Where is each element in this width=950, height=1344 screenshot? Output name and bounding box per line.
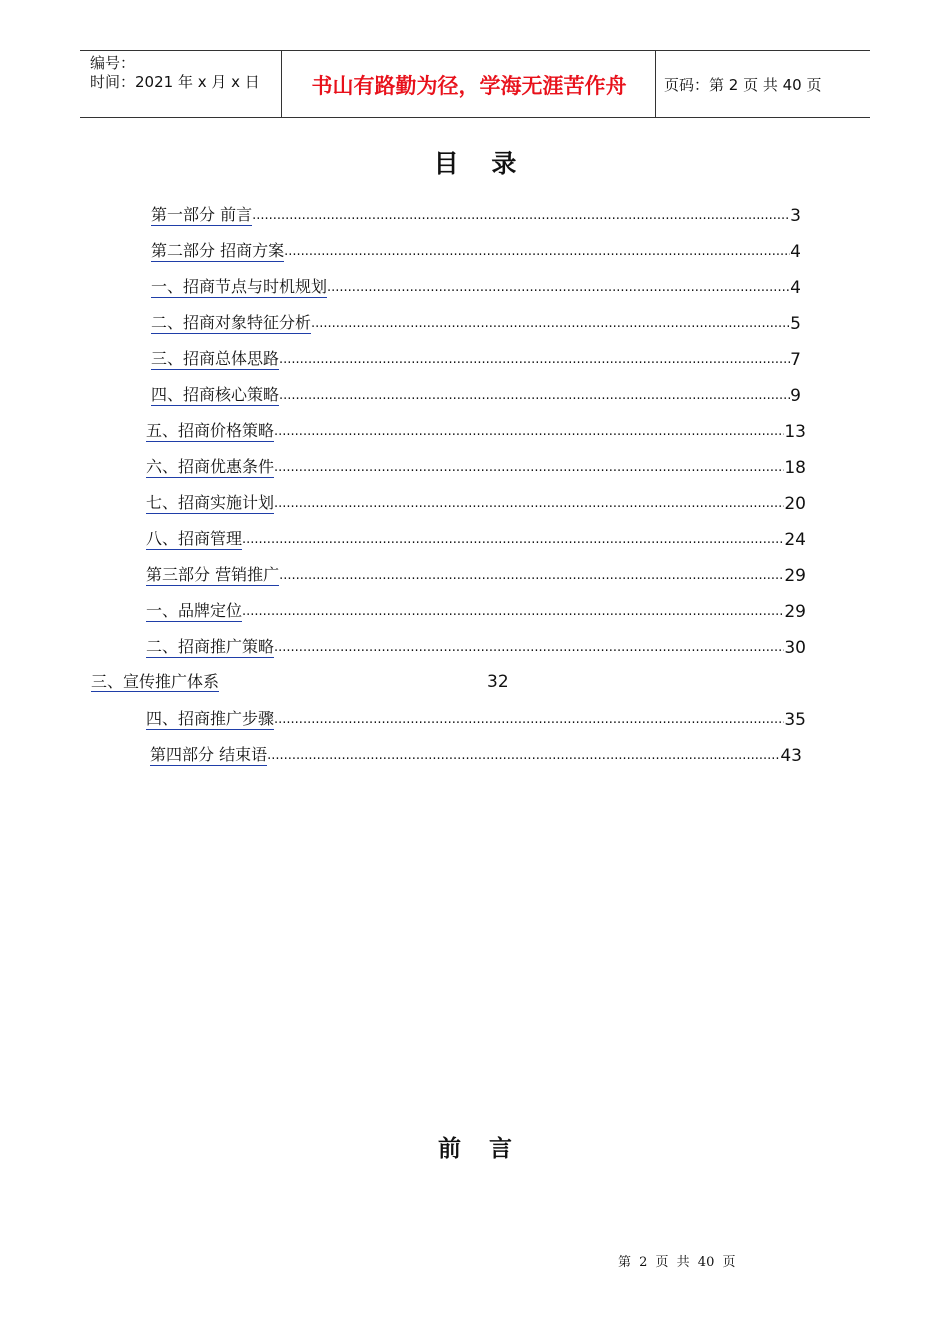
toc-leader-dots — [311, 314, 790, 334]
toc-entry[interactable] — [151, 238, 801, 262]
toc-leader-dots — [279, 386, 790, 406]
toc-entry-label: 二、招商推广策略 — [146, 637, 275, 656]
toc-title: 目 录 — [433, 149, 529, 178]
toc-entry-page: 9 — [790, 386, 801, 406]
toc-entry-label: 八、招商管理 — [146, 529, 243, 548]
toc-entry-page: 43 — [780, 746, 802, 766]
toc-entry[interactable] — [151, 382, 801, 406]
toc-entry-page: 24 — [784, 530, 806, 550]
toc-entry-label: 五、招商价格策略 — [146, 421, 275, 440]
header-time: 时间：2021 年 x 月 x 日 — [90, 73, 260, 91]
toc-entry-page: 30 — [784, 638, 806, 658]
toc-leader-dots — [274, 458, 784, 478]
toc-entry-page: 35 — [784, 710, 806, 730]
toc-entry-label: 第一部分 前言 — [151, 205, 253, 224]
toc-entry[interactable] — [146, 706, 806, 730]
toc-leader-dots — [274, 710, 784, 730]
toc-entry[interactable] — [146, 562, 806, 586]
toc-entry-label: 第四部分 结束语 — [150, 745, 268, 764]
toc-entry-page: 18 — [784, 458, 806, 478]
section-title: 前 言 — [437, 1136, 522, 1162]
toc-entry[interactable] — [91, 672, 509, 692]
toc-entry-page: 20 — [784, 494, 806, 514]
toc-entry-label: 三、招商总体思路 — [151, 349, 280, 368]
toc-entry[interactable] — [146, 526, 806, 550]
toc-entry[interactable] — [151, 202, 801, 226]
toc-entry[interactable] — [151, 346, 801, 370]
header-code: 编号： — [90, 54, 136, 72]
toc-entry-page: 3 — [790, 206, 801, 226]
toc-entry-page: 32 — [487, 672, 509, 692]
toc-entry-label: 七、招商实施计划 — [146, 493, 275, 512]
toc-entry-page: 7 — [790, 350, 801, 370]
toc-entry-label: 六、招商优惠条件 — [146, 457, 275, 476]
toc-leader-dots — [279, 566, 784, 586]
toc-leader-dots — [279, 350, 790, 370]
toc-leader-dots — [274, 638, 784, 658]
toc-entry-label: 第三部分 营销推广 — [146, 565, 280, 584]
toc-entry-label: 三、宣传推广体系 — [91, 672, 220, 691]
toc-leader-dots — [242, 602, 784, 622]
toc-entry[interactable] — [146, 454, 806, 478]
toc-entry-label: 二、招商对象特征分析 — [151, 313, 312, 332]
header-meta — [90, 54, 260, 92]
toc-entry[interactable] — [146, 634, 806, 658]
toc-entry-page: 4 — [790, 278, 801, 298]
toc-entry-label: 第二部分 招商方案 — [151, 241, 285, 260]
page-header — [80, 50, 870, 118]
toc-leader-dots — [274, 422, 784, 442]
toc-entry-page: 29 — [784, 566, 806, 586]
toc-leader-dots — [242, 530, 784, 550]
toc-entry-page: 5 — [790, 314, 801, 334]
toc-leader-dots — [252, 206, 790, 226]
toc-entry-label: 一、招商节点与时机规划 — [151, 277, 328, 296]
toc-entry[interactable] — [150, 742, 802, 766]
toc-entry[interactable] — [151, 310, 801, 334]
toc-entry[interactable] — [146, 598, 806, 622]
toc-leader-dots — [284, 242, 790, 262]
toc-leader-dots — [274, 494, 784, 514]
header-divider — [655, 51, 656, 117]
toc-entry-label: 四、招商推广步骤 — [146, 709, 275, 728]
header-motto: 书山有路勤为径，学海无涯苦作舟 — [311, 73, 627, 98]
header-page-info: 页码：第 2 页 共 40 页 — [664, 76, 822, 94]
toc-entry-page: 13 — [784, 422, 806, 442]
page-footer: 第 2 页 共 40 页 — [618, 1255, 736, 1270]
toc-entry[interactable] — [146, 490, 806, 514]
toc-entry-page: 4 — [790, 242, 801, 262]
toc-leader-dots — [267, 746, 780, 766]
toc-entry-label: 一、品牌定位 — [146, 601, 243, 620]
toc-leader-dots — [327, 278, 790, 298]
toc-entry-label: 四、招商核心策略 — [151, 385, 280, 404]
toc-entry[interactable] — [151, 274, 801, 298]
toc-entry[interactable] — [146, 418, 806, 442]
toc-entry-page: 29 — [784, 602, 806, 622]
